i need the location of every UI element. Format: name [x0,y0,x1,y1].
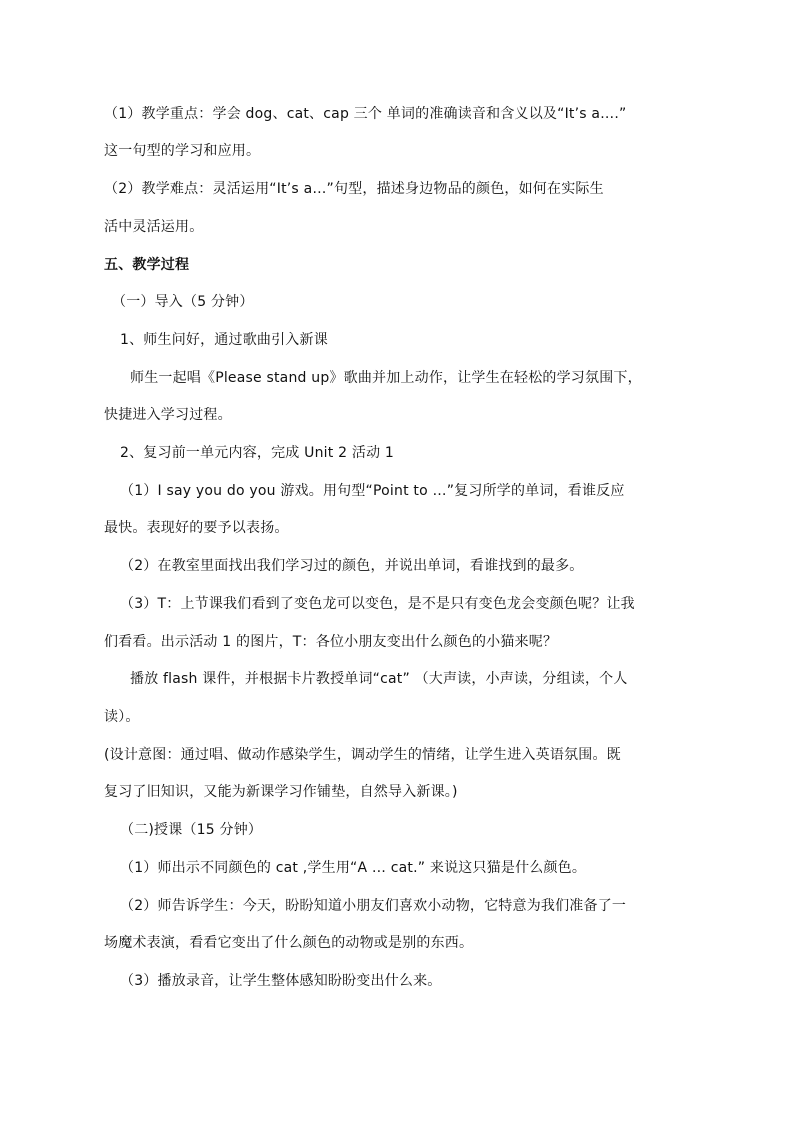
activity-2-line: （2）在教室里面找出我们学习过的颜色，并说出单词，看谁找到的最多。 [120,558,584,574]
flash-line-1: 播放 flash 课件，并根据卡片教授单词“cat” （大声读，小声读，分组读，个人 [130,671,628,687]
subsection-intro: （一）导入（5 分钟） [112,294,254,310]
flash-line-2: 读）。 [104,709,140,725]
activity-1-line-2: 最快。表现好的要予以表扬。 [104,520,289,536]
design-intent-line-1: (设计意图：通过唱、做动作感染学生，调动学生的情绪，让学生进入英语氛围。既 [104,747,621,763]
key-point-line-2: 这一句型的学习和应用。 [104,143,261,159]
design-intent-line-2: 复习了旧知识，又能为新课学习作铺垫，自然导入新课。) [104,784,458,800]
step-2-title: 2、复习前一单元内容，完成 Unit 2 活动 1 [120,445,395,461]
difficulty-line-1: （2）教学难点：灵活运用“It’s a…”句型，描述身边物品的颜色，如何在实际生 [104,181,604,197]
difficulty-line-2: 活中灵活运用。 [104,219,204,235]
activity-1-line-1: （1）I say you do you 游戏。用句型“Point to …”复习所学的单词，看谁反应 [120,483,625,499]
step-1-para-line-2: 快捷进入学习过程。 [104,407,232,423]
activity-3-line-1: （3）T：上节课我们看到了变色龙可以变色，是不是只有变色龙会变颜色呢？让我 [120,596,635,612]
teaching-step-3: （3）播放录音，让学生整体感知盼盼变出什么来。 [120,973,442,989]
step-1-para-line-1: 师生一起唱《Please stand up》歌曲并加上动作，让学生在轻松的学习氛围下， [130,370,642,386]
section-heading: 五、教学过程 [104,257,190,273]
teaching-step-2-line-1: （2）师告诉学生：今天，盼盼知道小朋友们喜欢小动物，它特意为我们准备了一 [120,898,627,914]
step-1-title: 1、师生问好，通过歌曲引入新课 [120,332,328,348]
activity-3-line-2: 们看看。出示活动 1 的图片，T：各位小朋友变出什么颜色的小猫来呢？ [104,634,558,650]
teaching-step-2-line-2: 场魔术表演，看看它变出了什么颜色的动物或是别的东西。 [104,935,474,951]
key-point-line-1: （1）教学重点：学会 dog、cat、cap 三个 单词的准确读音和含义以及“It’s a….” [104,106,627,122]
teaching-step-1: （1）师出示不同颜色的 cat ,学生用“A … cat.” 来说这只猫是什么颜色。 [120,860,587,876]
subsection-teaching: （二)授课（15 分钟） [120,822,263,838]
